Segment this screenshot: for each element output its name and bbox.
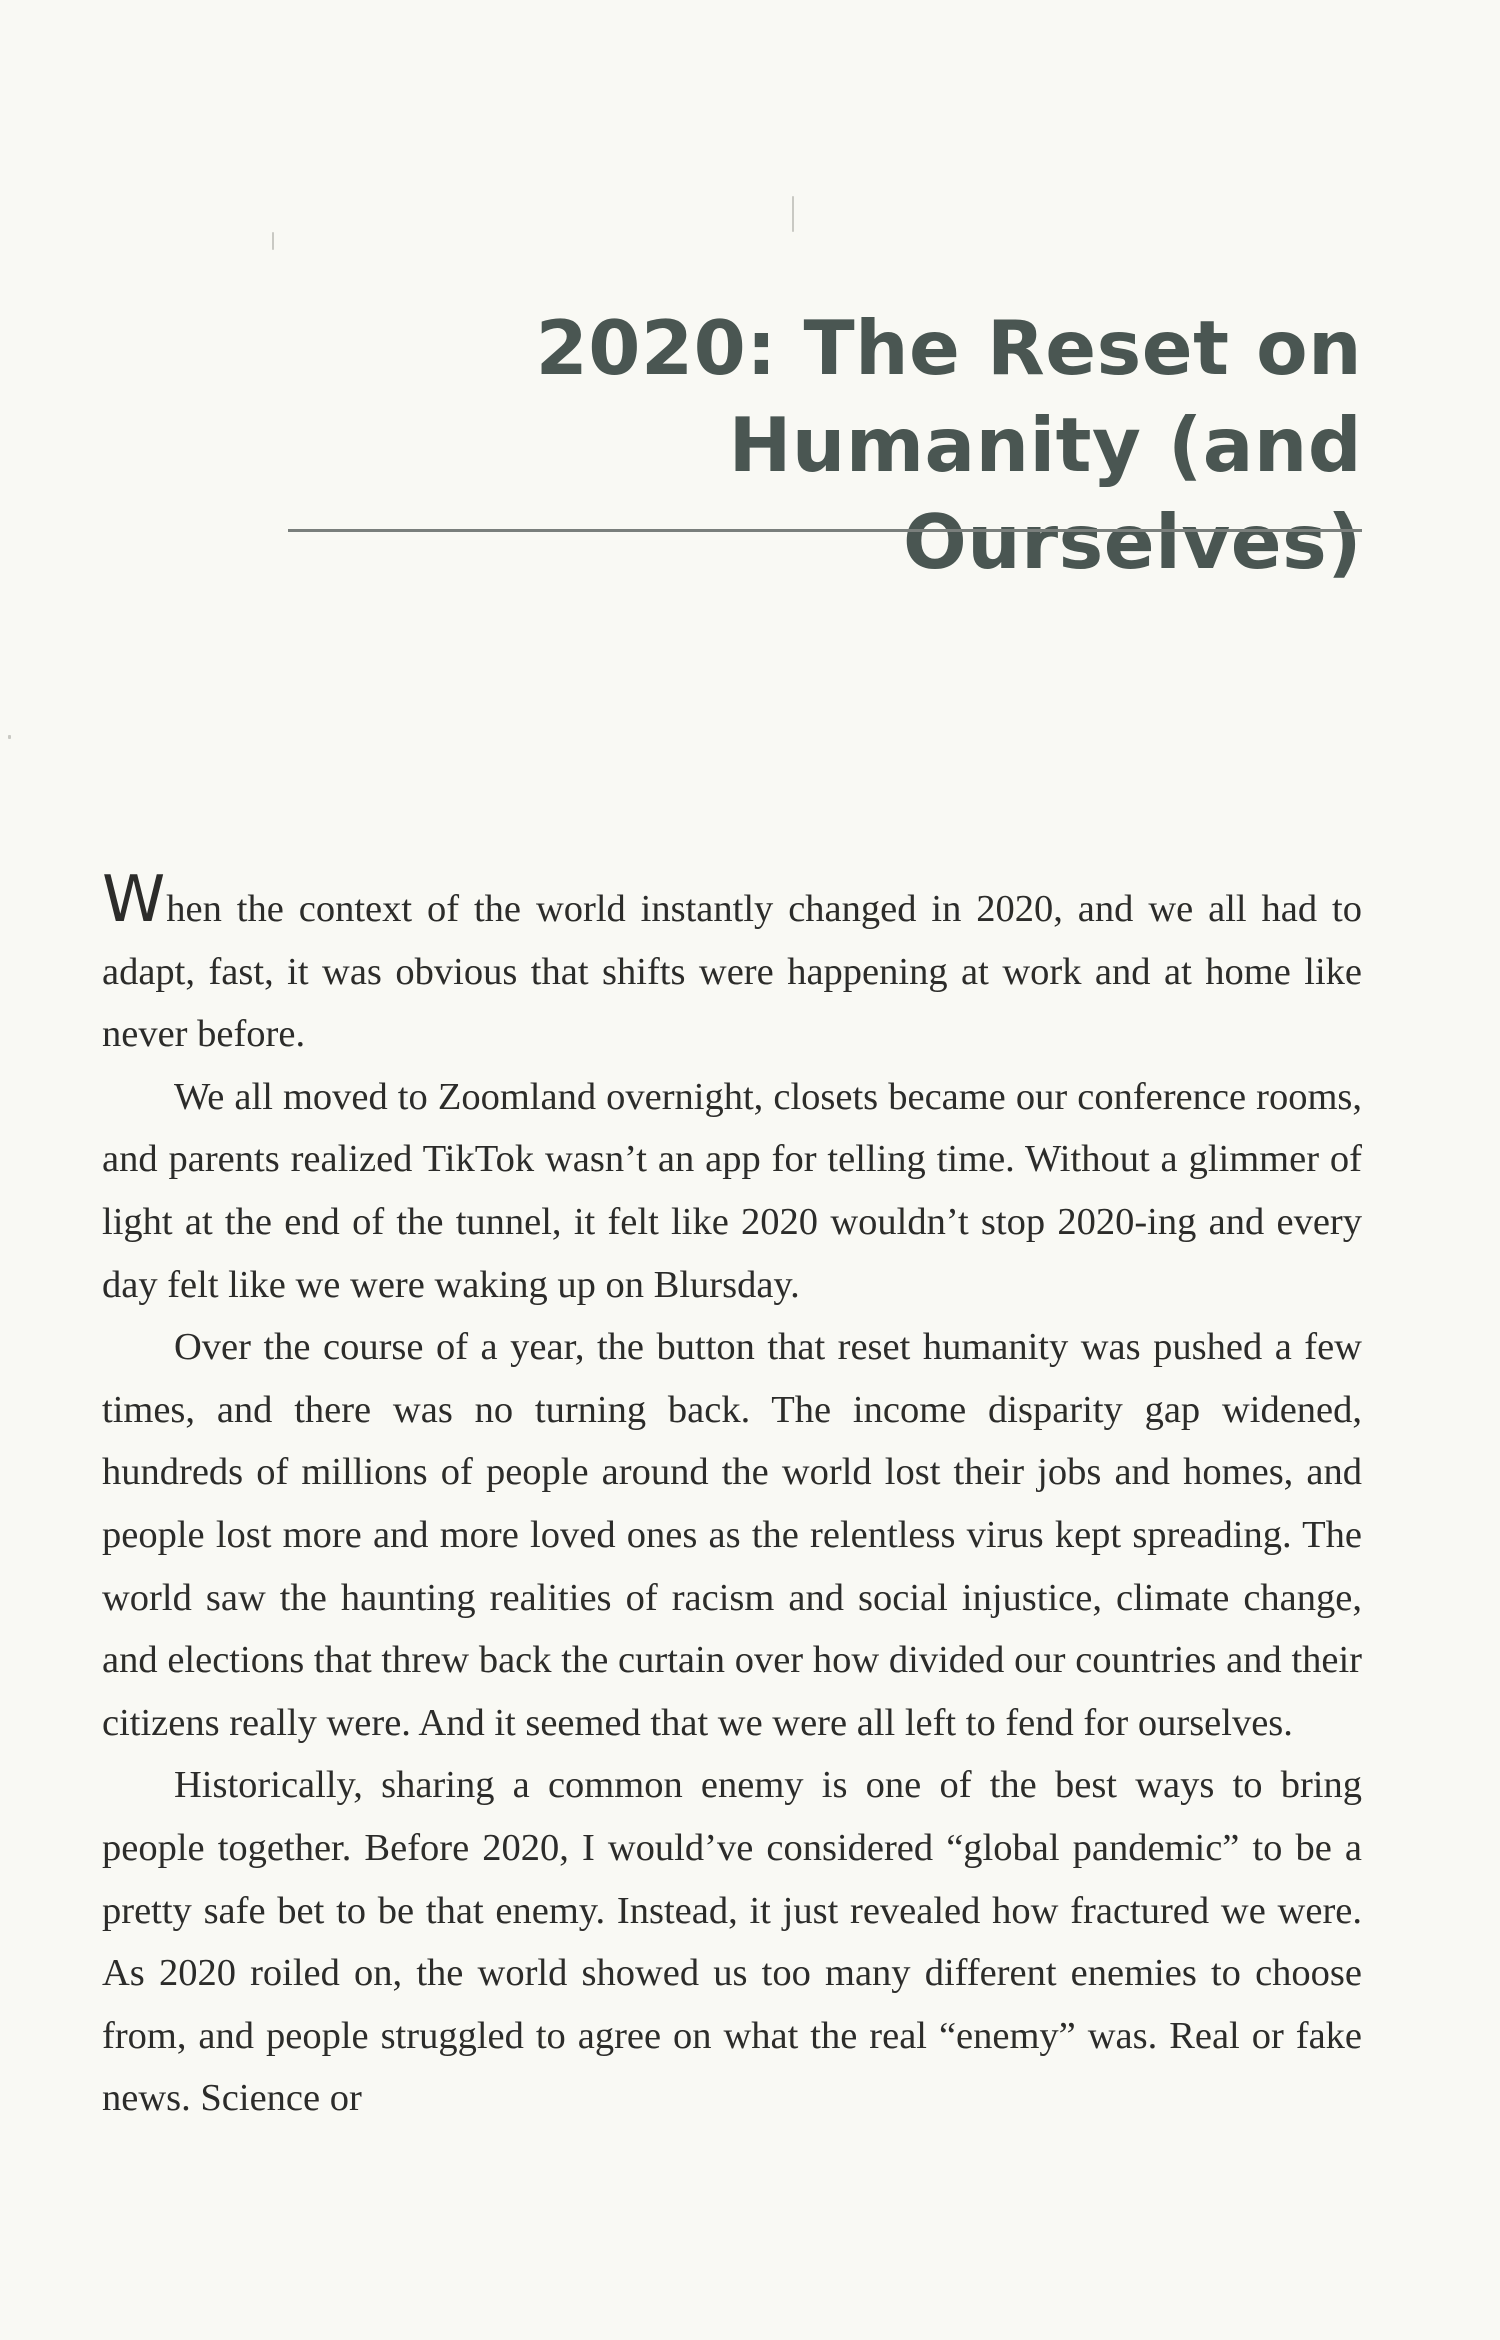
chapter-title-line-2: Humanity (and Ourselves) <box>728 401 1362 586</box>
first-paragraph-text: hen the context of the world instantly changed in 2020, and we all had to adapt, fast, it was obvious that shifts were happening at work and at home like never before. <box>102 888 1362 1056</box>
scan-speck <box>792 196 794 232</box>
chapter-title-line-1: 2020: The Reset on <box>535 304 1362 392</box>
chapter-body <box>102 863 1362 2130</box>
title-divider <box>288 529 1362 532</box>
drop-cap: W <box>102 863 166 937</box>
paragraph: Over the course of a year, the button that reset humanity was pushed a few times, and there was no turning back. The income disparity gap widened, hundreds of millions of people around the world lost their jobs and homes, and people lost more and more loved ones as the relentless virus kept spreading. The world saw the haunting realities of racism and social injustice, climate change, and elections that threw back the curtain over how divided our countries and their citizens really were. And it seemed that we were all left to fend for ourselves. <box>102 1326 1362 1744</box>
paragraph: We all moved to Zoomland overnight, closets became our conference rooms, and parents realized TikTok wasn’t an app for telling time. Without a glimmer of light at the end of the tunnel, it felt like 2020 wouldn’t stop 2020-ing and every day felt like we were waking up on Blursday. <box>102 1075 1362 1306</box>
first-paragraph <box>102 863 1362 1066</box>
paragraph: Historically, sharing a common enemy is one of the best ways to bring people together. Before 2020, I would’ve considered “global pandemic” to be a pretty safe bet to be that enemy. Instead, it just revealed how fractured we were. As 2020 roiled on, the world showed us too many different enemies to choose from, and people struggled to agree on what the real “enemy” was. Real or fake news. Science or <box>102 1764 1362 2120</box>
chapter-title <box>362 300 1362 591</box>
scan-speck <box>272 232 274 250</box>
scan-speck <box>8 735 11 739</box>
